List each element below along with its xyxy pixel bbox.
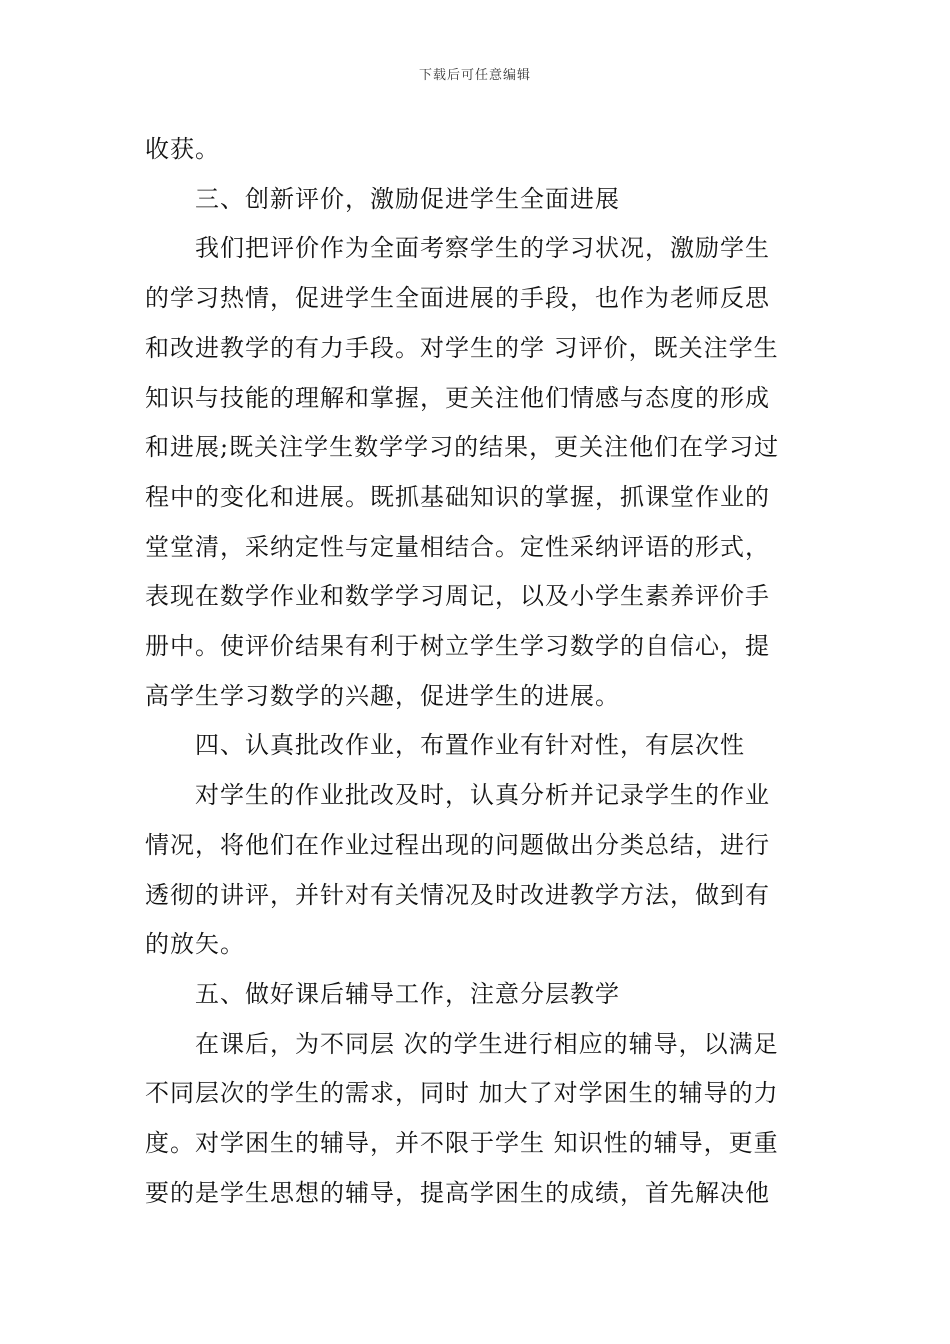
text-line: 度。对学困生的辅导，并不限于学生 知识性的辅导，更重 [145,1129,779,1158]
text-line: 和进展;既关注学生数学学习的结果，更关注他们在学习过 [145,433,780,462]
text-line: 知识与技能的理解和掌握，更关注他们情感与态度的形成 [145,383,770,412]
section-heading: 三、创新评价，激励促进学生全面进展 [195,184,620,213]
text-line: 在课后，为不同层 次的学生进行相应的辅导，以满足 [195,1029,779,1058]
text-line: 表现在数学作业和数学学习周记，以及小学生素养评价手 [145,582,770,611]
text-line: 册中。使评价结果有利于树立学生学习数学的自信心，提 [145,632,770,661]
text-line: 透彻的讲评，并针对有关情况及时改进教学方法，做到有 [145,880,770,909]
document-body [145,125,809,1218]
text-line: 情况，将他们在作业过程出现的问题做出分类总结，进行 [145,830,770,859]
text-line: 堂堂清，采纳定性与定量相结合。定性采纳评语的形式， [145,532,770,561]
text-line: 要的是学生思想的辅导，提高学困生的成绩，首先解决他 [145,1178,770,1207]
page-header: 下载后可任意编辑 [418,68,531,83]
text-line: 不同层次的学生的需求，同时 加大了对学困生的辅导的力 [145,1079,779,1108]
section-heading: 五、做好课后辅导工作，注意分层教学 [195,979,620,1008]
text-line: 收获。 [145,135,220,163]
text-line: 对学生的作业批改及时，认真分析并记录学生的作业 [195,781,770,810]
text-line: 程中的变化和进展。既抓基础知识的掌握，抓课堂作业的 [145,482,770,511]
text-line: 的学习热情，促进学生全面进展的手段，也作为老师反思 [145,284,770,313]
text-line: 高学生学习数学的兴趣，促进学生的进展。 [145,681,620,710]
text-line: 和改进教学的有力手段。对学生的学 习评价，既关注学生 [145,333,779,362]
text-line: 我们把评价作为全面考察学生的学习状况，激励学生 [195,234,770,263]
section-heading: 四、认真批改作业，布置作业有针对性，有层次性 [195,731,745,760]
text-line: 的放矢。 [145,930,245,959]
